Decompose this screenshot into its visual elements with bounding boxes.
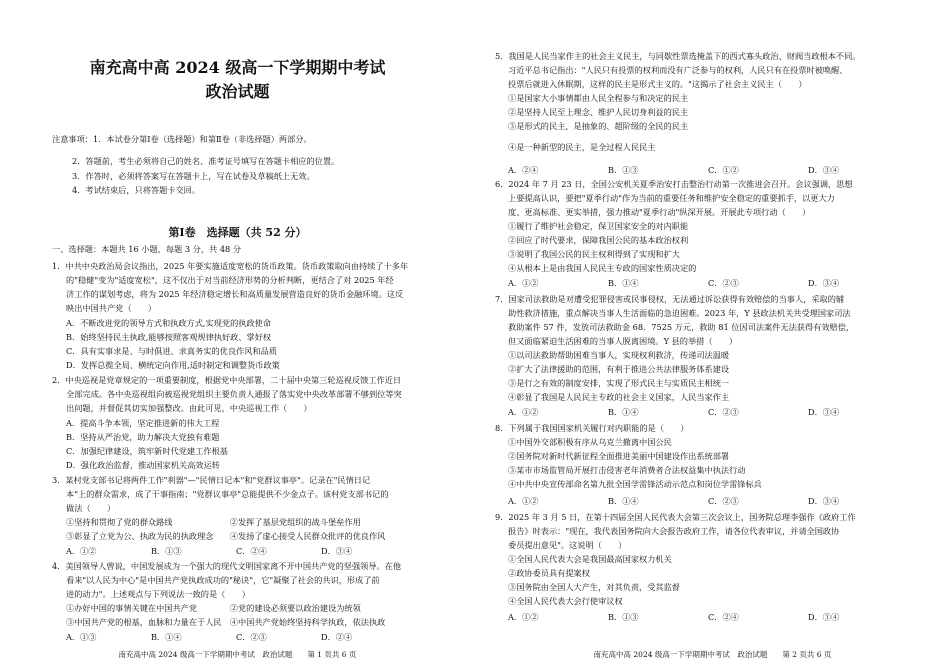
choice-line: ④从根本上是由我国人民民主专政的国家性质决定的 — [508, 263, 697, 273]
option-d: D．③④ — [808, 165, 840, 175]
option-d: D．③④ — [808, 278, 840, 288]
choice-line: ③中国共产党的根基，血脉和力量在于人民 ④中国共产党始终坚持科学执政，依法执政 — [66, 617, 386, 627]
question-line: 的"稳健"变为"适度宽松"，这不仅出于对当前经济形势的分析判断，更结合了对 2025 年经 — [66, 275, 394, 285]
option-a: A．①② — [508, 496, 539, 506]
exam-subject: 政治试题 — [205, 82, 270, 101]
option-line: B．坚持从严治党，助力解决大党独有难题 — [66, 432, 220, 442]
choice-line: ③国务院由全国人大产生，对其负责，受其监督 — [508, 582, 680, 592]
choice-line: ②回应了时代要求，保障我国公民的基本政治权利 — [508, 235, 689, 245]
option-d: D．③④ — [808, 496, 840, 506]
choice-line: ④中共中央宣传部命名第九批全国学雷锋活动示范点和岗位学雷锋标兵 — [508, 479, 762, 489]
answer-options — [66, 547, 352, 555]
notice-line: 注意事项：1．本试卷分第Ⅰ卷（选择题）和第Ⅱ卷（非选择题）两部分。 — [52, 134, 312, 144]
option-c: C．②③ — [708, 278, 739, 288]
choice-line: ①以司法救助帮助困难当事人，实现权利救济，传递司法温暖 — [508, 350, 730, 360]
notice-line: 2．答题前，考生必须将自己的姓名、准考证号填写在答题卡相应的位置。 — [72, 156, 340, 166]
option-line: B．始终坚持民主执政,能够按照客观规律执好政、掌好权 — [66, 332, 272, 342]
page-right — [475, 0, 950, 672]
choice-line: ①中国外交部积极有序从乌克兰撤离中国公民 — [508, 437, 672, 447]
answer-options — [508, 279, 839, 287]
option-line: A．不断改进党的领导方式和执政方式,实现党的执政使命 — [66, 318, 272, 328]
option-c: C．②④ — [236, 546, 267, 556]
question-line: 4．美国领导人曾说，中国发展成为一个强大的现代文明国家离不开中国共产党的坚强领导。在他 — [52, 561, 402, 571]
option-b: B．①④ — [608, 407, 639, 417]
option-a: A．①② — [508, 612, 539, 622]
question-line: 做法（ ） — [66, 503, 116, 513]
option-c: C．②③ — [236, 632, 267, 642]
answer-options — [508, 408, 839, 416]
choice-line: ③彰显了立党为公、执政为民的执政理念 ④发扬了虚心接受人民群众批评的优良作风 — [66, 531, 386, 541]
question-line: 救助案件 57 件，发放司法救助金 68．7525 万元，救助 81 位因司法案件无法获得有效赔偿， — [508, 322, 855, 332]
choice-line: ①是国家大小事情都由人民全程参与和决定的民主 — [508, 93, 689, 103]
notice-line: 3．作答时，必须将答案写在答题卡上，写在试卷及草稿纸上无效。 — [72, 171, 315, 181]
option-line: A．提高斗争本领，坚定推进新的伟大工程 — [66, 418, 220, 428]
choice-line: ④全国人民代表大会行使审议权 — [508, 596, 623, 606]
option-d: D．③④ — [808, 612, 840, 622]
question-line: 济工作的谋划考虑，将为 2025 年经济稳定增长和高质量发展营造良好的货币金融环境。这反 — [66, 289, 404, 299]
option-c: C．②④ — [708, 612, 739, 622]
option-b: B．①④ — [608, 278, 639, 288]
answer-options — [66, 633, 352, 641]
question-line: 报告》时表示："现在，我代表国务院向大会报告政府工作，请各位代表审议，并请全国政协 — [508, 526, 840, 536]
option-b: B．①③ — [608, 165, 639, 175]
option-a: A．②④ — [508, 165, 539, 175]
page-footer: 南充高中高 2024 级高一下学期期中考试 政治试题 第 1 页共 6 页 — [118, 650, 357, 659]
section-intro: 一、选择题：本题共 16 小题，每题 3 分，共 48 分 — [52, 244, 242, 254]
choice-line: ④彰显了我国是人民民主专政的社会主义国家，人民当家作主 — [508, 392, 730, 402]
question-line: 全部完成。各中央巡视组向被巡视党组织主要负责人通报了落实党中央改革部署不够到位等突 — [66, 389, 402, 399]
question-line: 进的动力"。上述观点与下列说法一致的是（ ） — [66, 589, 250, 599]
question-line: 6．2024 年 7 月 23 日，全国公安机关夏季治安打击整治行动第一次推进会召开。会议强调，思想 — [495, 179, 853, 189]
question-line: 看来"以人民为中心"是中国共产党执政成功的"秘诀"，它"凝聚了社会的共识，形成了前 — [66, 575, 380, 585]
question-line: 度、更高标准、更实举措，强力推动"夏季行动"纵深开展。开展此专项行动（ ） — [508, 207, 811, 217]
option-b: B．①③ — [151, 546, 182, 556]
option-c: C．①② — [708, 165, 739, 175]
option-a: A．①② — [66, 546, 97, 556]
option-c: C．②③ — [708, 496, 739, 506]
option-a: A．①② — [508, 407, 539, 417]
choice-line: ①全国人民代表大会是我国最高国家权力机关 — [508, 554, 672, 564]
question-line: 7．国家司法救助是对遭受犯罪侵害或民事侵权，无法通过诉讼获得有效赔偿的当事人，采取的辅 — [495, 294, 845, 304]
choice-line: ②国务院对新时代新征程全面推进美丽中国建设作出系统部署 — [508, 451, 730, 461]
option-d: D．③④ — [321, 546, 353, 556]
option-line: C．加强纪律建设，筑牢新时代党建工作根基 — [66, 446, 228, 456]
question-line: 9．2025 年 3 月 5 日，在第十四届全国人民代表大会第三次会议上，国务院总理李强作《政府工作 — [495, 512, 856, 522]
question-line: 助性救济措施，重点解决当事人生活面临的急迫困难。2023 年，Y 县政法机关共受理国家司法 — [508, 308, 851, 318]
choice-line: ①履行了维护社会稳定，保卫国家安全的对内职能 — [508, 221, 689, 231]
section-title: 第Ⅰ卷 选择题（共 52 分） — [168, 226, 307, 239]
choice-line: ③说明了我国公民的民主权利得到了实现和扩大 — [508, 249, 680, 259]
answer-options — [508, 497, 839, 505]
question-line: 5．我国是人民当家作主的社会主义民主，与同歇性票选掩盖下的西式寡头政治、财阀当政根本不同。 — [495, 51, 861, 61]
choice-line: ①办好中国的事情关键在中国共产党 ②党的建设必须要以政治建设为统领 — [66, 603, 361, 613]
answer-options — [508, 166, 839, 174]
page-footer: 南充高中高 2024 级高一下学期期中考试 政治试题 第 2 页共 6 页 — [593, 650, 832, 659]
option-a: A．①② — [508, 278, 539, 288]
choice-line: ②扩大了法律援助的范围，有利于推进公共法律服务体系建设 — [508, 364, 730, 374]
question-line: 委员提出意见"。这说明（ ） — [508, 540, 627, 550]
option-b: B．①④ — [608, 496, 639, 506]
option-b: B．①④ — [151, 632, 182, 642]
question-line: 1．中共中央政治局会议指出，2025 年要实施适度宽松的货币政策。货币政策取向由持续了十多年 — [52, 261, 409, 271]
question-line: 投票后就进入休眠期，这样的民主是形式主义的。"这揭示了社会主义民主（ ） — [508, 79, 807, 89]
option-b: B．①③ — [608, 612, 639, 622]
option-line: D．强化政治监督，推动国家机关高效运转 — [66, 460, 220, 470]
notice-line: 4．考试结束后，只将答题卡交回。 — [72, 185, 201, 195]
option-a: A．①③ — [66, 632, 97, 642]
question-line: 2．中央巡视是党章规定的一项重要制度，根据党中央部署，二十届中央第三轮巡视反馈工作近日 — [52, 375, 402, 385]
question-line: 上要提高认识，要把"夏季行动"作为当前的重要任务和维护安全稳定的重要抓手，以更大力 — [508, 193, 835, 203]
choice-line: ③某市市场监管局开展打击侵害老年消费者合法权益集中执法行动 — [508, 465, 746, 475]
question-line: 本"上的群众需求，成了干事指南；"党群议事亭"总能提供不少金点子。该村党支部书记的 — [66, 489, 389, 499]
option-d: D．②④ — [321, 632, 353, 642]
choice-line: ②政协委员具有提案权 — [508, 568, 590, 578]
answer-options — [508, 613, 839, 621]
choice-line: ③是形式的民主，是抽象的、超阶级的全民的民主 — [508, 121, 689, 131]
choice-line: ②是坚持人民至上理念、维护人民切身利益的民主 — [508, 107, 689, 117]
choice-line: ④是一种新型的民主，是全过程人民民主 — [508, 142, 656, 152]
option-line: C．具有实事求是、与时俱进、求真务实的优良作风和品质 — [66, 346, 277, 356]
option-c: C．②③ — [708, 407, 739, 417]
question-line: 3．某村党支部书记将两件工作"利器"—"民情日记本"和"党群议事亭"。记录在"民情日记 — [52, 475, 371, 485]
exam-title: 南充高中高 2024 级高一下学期期中考试 — [89, 58, 386, 77]
choice-line: ③是行之有效的制度安排，实现了形式民主与实质民主相统一 — [508, 378, 730, 388]
question-line: 出问题，并督促其切实加强整改。由此可见，中央巡视工作（ ） — [66, 403, 312, 413]
question-line: 8．下列属于我国国家机关履行对内职能的是（ ） — [495, 423, 689, 433]
option-d: D．③④ — [808, 407, 840, 417]
option-line: D．发挥总揽全局、横统定向作用,适时制定和调整货币政策 — [66, 360, 280, 370]
question-line: 习近平总书记指出："人民只有投票的权利而没有广泛参与的权利，人民只有在投票时被唤醒、 — [508, 65, 848, 75]
choice-line: ①坚持和贯彻了党的群众路线 ②发挥了基层党组织的战斗堡垒作用 — [66, 517, 361, 527]
question-line: 但又面临紧迫生活困难的当事人脱离困境。Y 县的举措（ ） — [508, 336, 738, 346]
question-line: 映出中国共产党（ ） — [66, 303, 157, 313]
